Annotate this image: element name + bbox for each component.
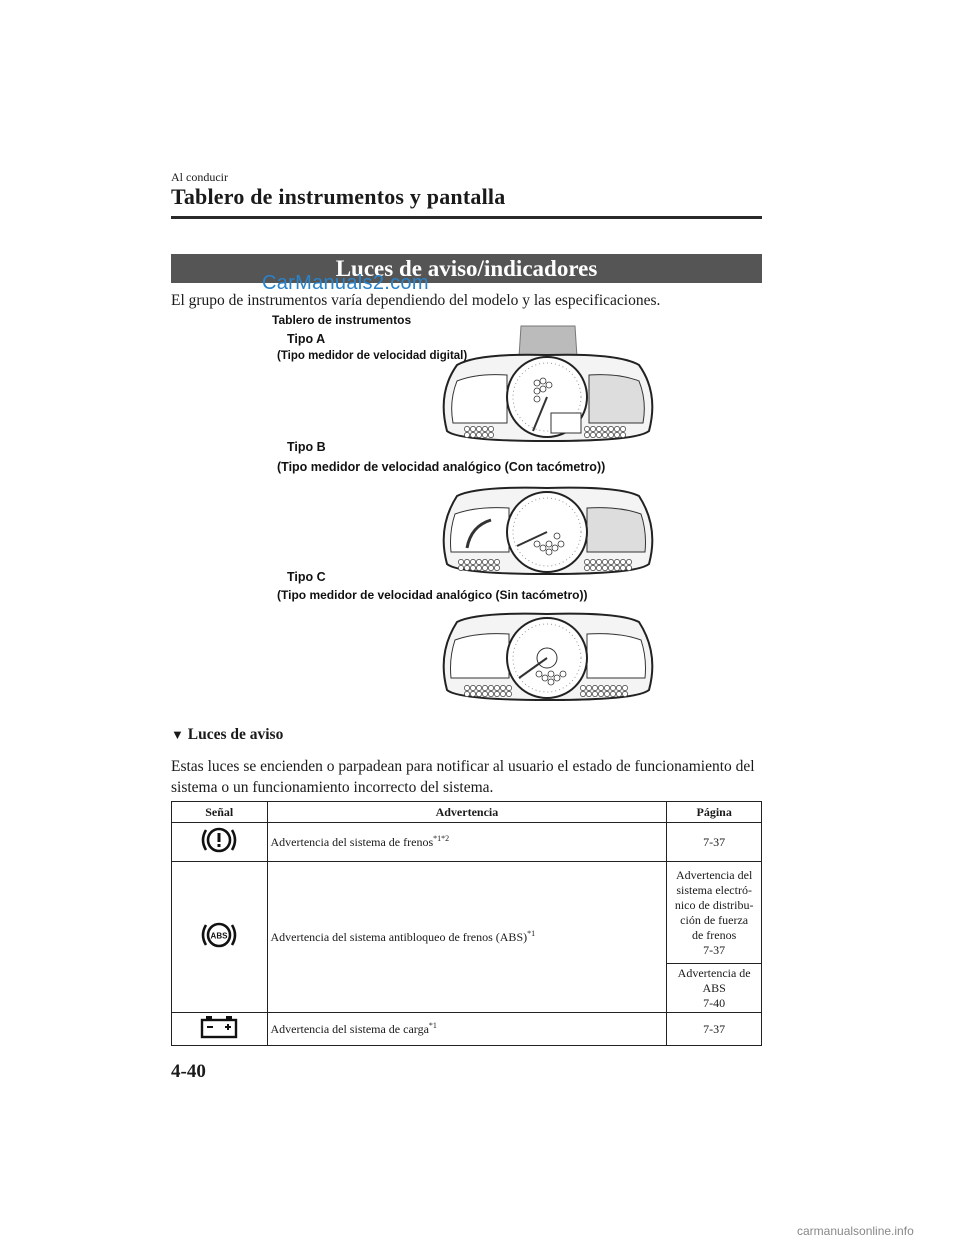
title-rule <box>171 216 762 219</box>
page-line: 7-40 <box>703 995 726 1010</box>
page-line: ción de fuerza <box>680 912 749 927</box>
charge-warning-text: Advertencia del sistema de carga <box>270 1021 429 1036</box>
page-line: Advertencia del <box>676 867 753 882</box>
section-label: Al conducir <box>171 170 228 184</box>
table-row <box>172 862 762 964</box>
brake-warning-text: Advertencia del sistema de frenos <box>270 834 434 849</box>
abs-warning-icon <box>172 862 268 1013</box>
page-line: ABS <box>702 980 726 995</box>
cluster-type-a-illustration <box>437 323 659 443</box>
ebd-warning-page <box>667 862 762 964</box>
section-heading-text: Luces de aviso <box>187 726 284 743</box>
type-c-desc: (Tipo medidor de velocidad analógico (Sin tacómetro)) <box>277 588 588 602</box>
brake-warning-footnote: *1*2 <box>433 833 450 843</box>
page-number: 4-40 <box>171 1061 206 1082</box>
table-header-row <box>172 802 762 823</box>
table-row <box>172 823 762 862</box>
brake-warning-icon <box>172 823 268 862</box>
type-a-desc: (Tipo medidor de velocidad digital) <box>277 350 468 362</box>
watermark-bottom[interactable]: carmanualsonline.info <box>797 1224 914 1238</box>
brake-warning-desc <box>267 823 667 862</box>
charge-warning-desc <box>267 1013 667 1046</box>
type-c-label: Tipo C <box>287 570 326 584</box>
brake-warning-page: 7-37 <box>667 823 762 862</box>
section-heading <box>171 726 283 744</box>
triangle-marker-icon: ▼ <box>171 727 184 742</box>
watermark-top[interactable]: CarManuals2.com <box>262 272 429 294</box>
section-banner: Luces de aviso/indicadores <box>171 254 762 283</box>
battery-charge-icon <box>172 1013 268 1046</box>
type-b-label: Tipo B <box>287 440 326 454</box>
page-line: 7-37 <box>703 942 726 957</box>
header-signal: Señal <box>172 802 268 823</box>
warning-lights-table <box>171 801 762 1046</box>
page-line: sistema electró- <box>676 882 752 897</box>
abs-warning-desc <box>267 862 667 1013</box>
page-line: de frenos <box>691 927 737 942</box>
cluster-type-c-illustration <box>437 608 659 703</box>
section-paragraph: Estas luces se encienden o parpadean para notificar al usuario el estado de funcionamiento del sistema o un funcionamiento incorrecto del sistema. <box>171 758 755 796</box>
abs-warning-text: Advertencia del sistema antibloqueo de frenos (ABS) <box>270 929 528 944</box>
header-page: Página <box>667 802 762 823</box>
cluster-type-b-illustration <box>437 482 659 577</box>
charge-warning-footnote: *1 <box>428 1020 437 1030</box>
page-line: Advertencia de <box>677 965 751 980</box>
page-line: nico de distribu- <box>674 897 754 912</box>
abs-warning-page <box>667 964 762 1013</box>
type-a-label: Tipo A <box>287 332 326 346</box>
intro-text: El grupo de instrumentos varía dependiendo del modelo y las especificaciones. <box>171 292 661 309</box>
figure-caption: Tablero de instrumentos <box>272 313 412 327</box>
page-title: Tablero de instrumentos y pantalla <box>171 184 506 209</box>
abs-icon-label: ABS <box>210 931 228 941</box>
type-b-desc: (Tipo medidor de velocidad analógico (Con tacómetro)) <box>277 460 606 474</box>
abs-warning-footnote: *1 <box>527 928 536 938</box>
charge-warning-page: 7-37 <box>667 1013 762 1046</box>
header-warning: Advertencia <box>267 802 667 823</box>
table-row <box>172 1013 762 1046</box>
